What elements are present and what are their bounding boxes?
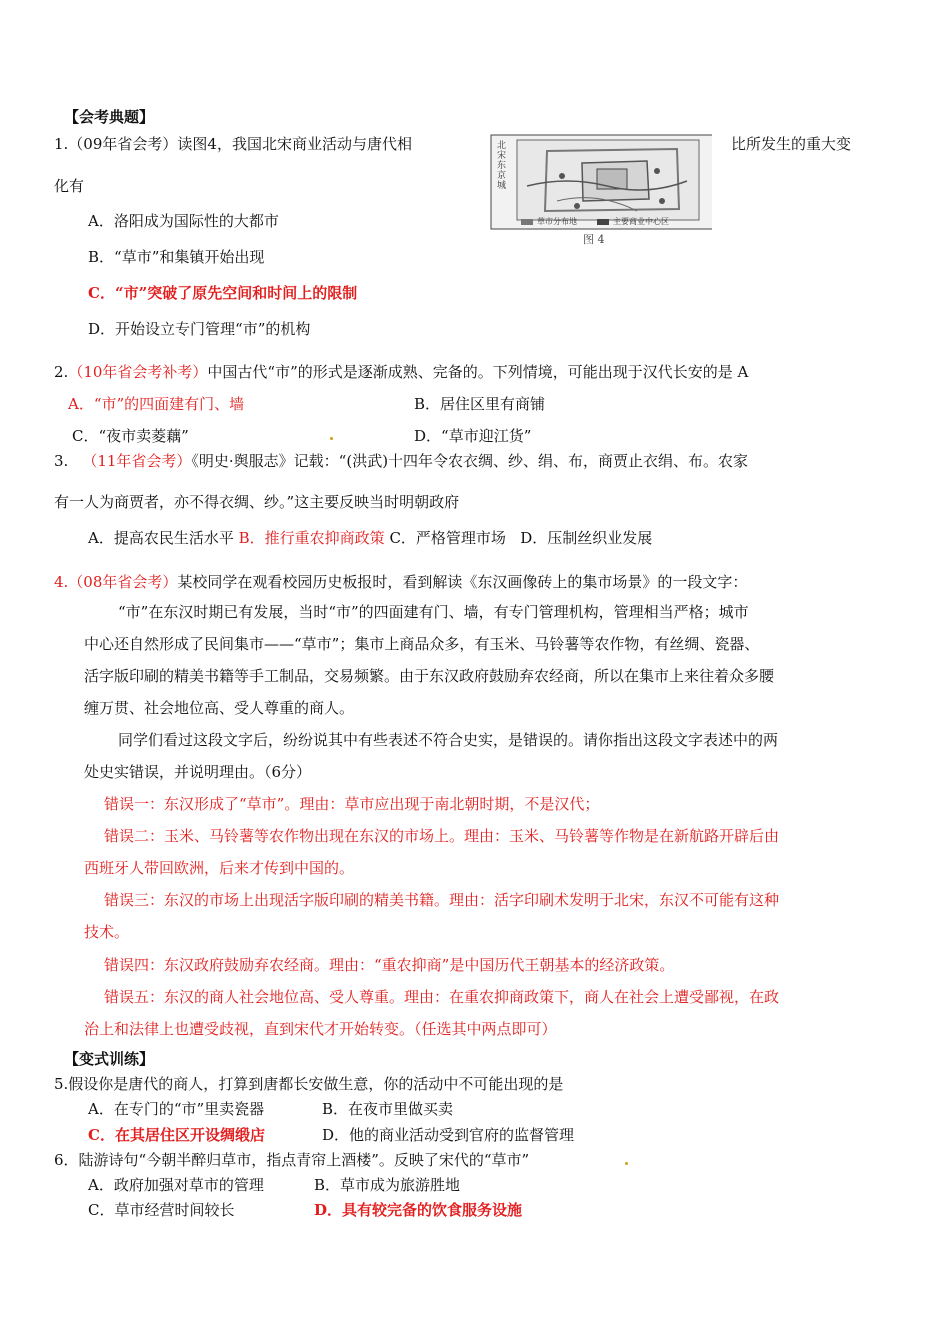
q4-stem <box>54 572 747 592</box>
q3-option-c: C．严格管理市场 <box>389 529 506 547</box>
section-title-exam: 【会考典题】 <box>64 108 155 126</box>
q2-stem <box>54 362 748 382</box>
q4-answer-error-5-cont: 治上和法律上也遭受歧视，直到宋代才开始转变。（任选其中两点即可） <box>84 1020 557 1038</box>
q2-option-b: B．居住区里有商铺 <box>414 395 546 413</box>
q4-passage-line-3: 活字版印刷的精美书籍等手工制品，交易频繁。由于东汉政府鼓励弃农经商，所以在集市上来往着众多腰 <box>84 667 775 685</box>
map-legend-grass-market: 草市分布地 <box>537 217 577 226</box>
q4-answer-error-3: 错误三：东汉的市场上出现活字版印刷的精美书籍。理由：活字印刷术发明于北宋，东汉不可能有这种 <box>104 891 780 909</box>
mark-dot <box>625 1162 628 1165</box>
q1-option-a: A．洛阳成为国际性的大都市 <box>88 212 279 230</box>
q6-option-a: A．政府加强对草市的管理 <box>88 1176 264 1194</box>
q1-option-d: D．开始设立专门管理“市”的机构 <box>88 320 311 338</box>
q6-option-b: B．草市成为旅游胜地 <box>314 1176 461 1194</box>
section-title-practice: 【变式训练】 <box>64 1050 155 1068</box>
q3-stem-cont: 有一人为商贾者，亦不得衣绸、纱。”这主要反映当时明朝政府 <box>54 493 460 511</box>
q4-passage-line-4: 缠万贯、社会地位高、受人尊重的商人。 <box>84 699 355 717</box>
q2-option-a-answer: A．“市”的四面建有门、墙 <box>68 395 245 413</box>
map-drawing <box>487 131 712 249</box>
q4-task-line-2: 处史实错误，并说明理由。（6分） <box>84 763 312 781</box>
q1-option-b: B．“草市”和集镇开始出现 <box>88 248 265 266</box>
q6-option-c: C．草市经营时间较长 <box>88 1201 235 1219</box>
q4-answer-error-5: 错误五：东汉的商人社会地位高、受人尊重。理由：在重农抑商政策下，商人在社会上遭受鄙视，在政 <box>104 988 780 1006</box>
q3-option-d: D．压制丝织业发展 <box>520 529 653 547</box>
q4-passage-line-2: 中心还自然形成了民间集市——“草市”；集市上商品众多，有玉米、马铃薯等农作物，有丝绸、瓷器、 <box>84 635 760 653</box>
q5-option-d: D．他的商业活动受到官府的监督管理 <box>322 1126 575 1144</box>
map-title: 北宋东京城 <box>497 141 507 191</box>
q4-answer-error-2-cont: 西班牙人带回欧洲，后来才传到中国的。 <box>84 859 355 877</box>
q2-text: 中国古代“市”的形式是逐渐成熟、完备的。下列情境，可能出现于汉代长安的是 A <box>207 363 749 381</box>
q5-option-a: A．在专门的“市”里卖瓷器 <box>88 1100 265 1118</box>
q4-source: 4.（08年省会考） <box>54 573 178 591</box>
q6-stem: 6．陆游诗句“今朝半醉归草市，指点青帘上酒楼”。反映了宋代的“草市” <box>54 1151 530 1169</box>
q4-task-line-1: 同学们看过这段文字后，纷纷说其中有些表述不符合史实，是错误的。请你指出这段文字表述中的两 <box>118 731 779 749</box>
q3-option-a: A．提高农民生活水平 <box>88 529 234 547</box>
map-legend-commercial-center: 主要商业中心区 <box>613 217 669 226</box>
q4-answer-error-4: 错误四：东汉政府鼓励弃农经商。理由：“重农抑商”是中国历代王朝基本的经济政策。 <box>104 956 675 974</box>
mark-dot <box>330 437 333 440</box>
q4-text: 某校同学在观看校园历史板报时，看到解读《东汉画像砖上的集市场景》的一段文字： <box>177 573 748 591</box>
q5-option-c-answer: C．在其居住区开设绸缎店 <box>88 1126 265 1144</box>
q3-option-b-answer: B．推行重农抑商政策 <box>238 529 385 547</box>
q3-source: （11年省会考） <box>82 452 192 470</box>
q1-stem-cont: 化有 <box>54 177 85 195</box>
q2-option-d: D．“草市迎江货” <box>414 427 532 445</box>
map-caption: 图 4 <box>583 233 605 246</box>
q3-options <box>88 528 652 548</box>
q1-stem-right: 比所发生的重大变 <box>731 135 852 153</box>
q4-passage-line-1: “市”在东汉时期已有发展，当时“市”的四面建有门、墙，有专门管理机构，管理相当严格；城市 <box>118 603 749 621</box>
q3-text: 《明史·舆服志》记载：“(洪武)十四年令农衣绸、纱、绢、布，商贾止衣绢、布。农家 <box>191 452 749 470</box>
q2-source: （10年省会考补考） <box>68 363 208 381</box>
q4-answer-error-2: 错误二：玉米、马铃薯等农作物出现在东汉的市场上。理由：玉米、马铃薯等作物是在新航路开辟后由 <box>104 827 780 845</box>
q6-option-d-answer: D．具有较完备的饮食服务设施 <box>314 1201 523 1219</box>
figure-4-map <box>487 131 712 249</box>
q1-stem: 1.（09年省会考）读图4，我国北宋商业活动与唐代相 <box>54 135 412 153</box>
q5-option-b: B．在夜市里做买卖 <box>322 1100 454 1118</box>
q3-number: 3. <box>54 452 69 470</box>
q5-stem: 5.假设你是唐代的商人，打算到唐都长安做生意，你的活动中不可能出现的是 <box>54 1075 564 1093</box>
q4-answer-error-1: 错误一：东汉形成了“草市”。理由：草市应出现于南北朝时期，不是汉代； <box>104 795 600 813</box>
q2-option-c: C．“夜市卖菱藕” <box>72 427 189 445</box>
q4-answer-error-3-cont: 技术。 <box>84 923 130 941</box>
q2-number: 2. <box>54 363 69 381</box>
q1-option-c-answer: C．“市”突破了原先空间和时间上的限制 <box>88 284 358 302</box>
q3-stem <box>54 451 748 471</box>
